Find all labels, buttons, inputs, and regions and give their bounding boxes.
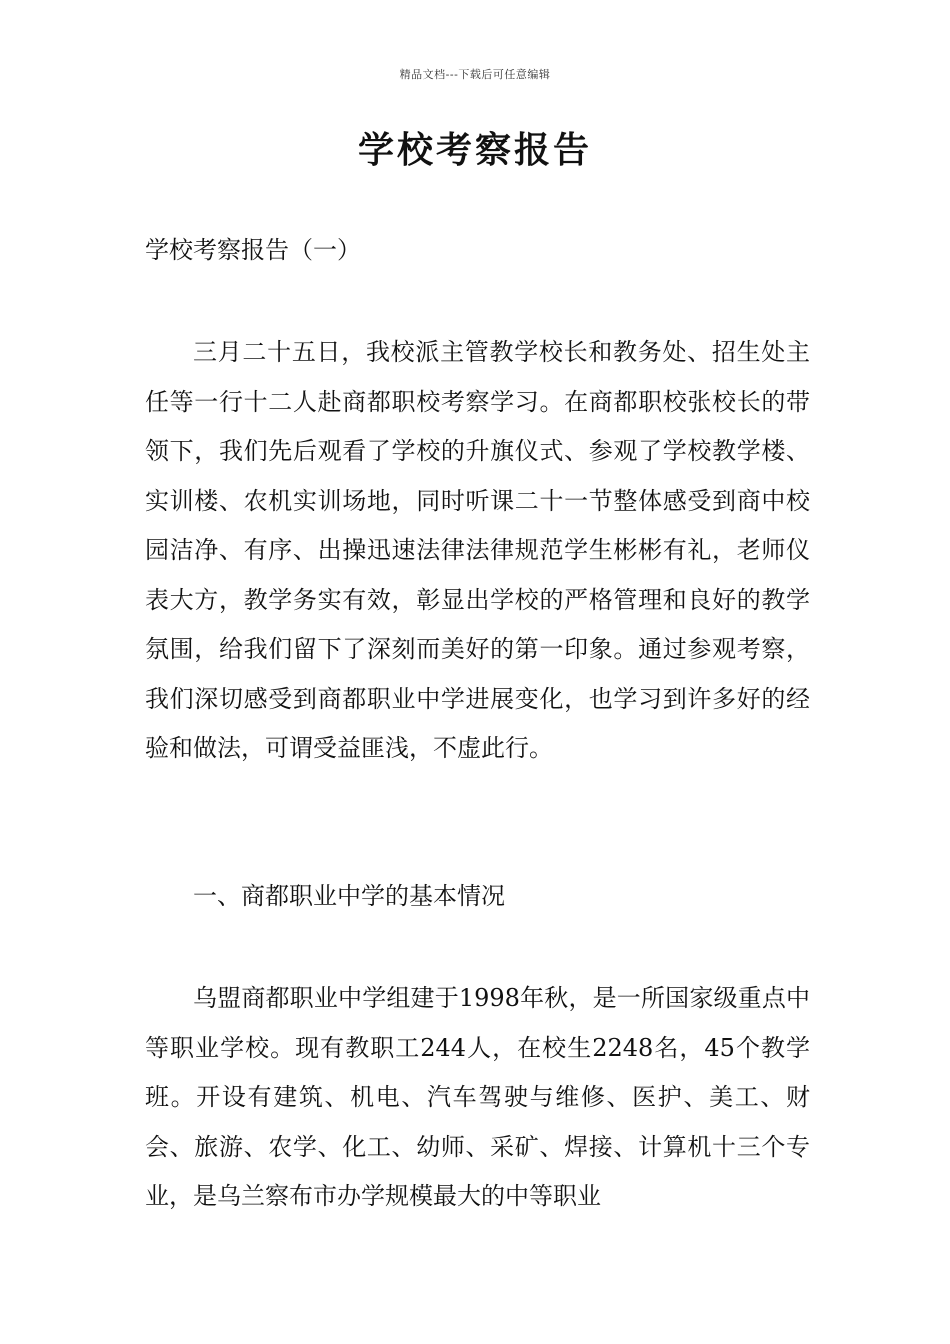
paragraph-basic-info: 乌盟商都职业中学组建于1998年秋，是一所国家级重点中等职业学校。现有教职工244人，在校生2248名，45个教学班。开设有建筑、机电、汽车驾驶与维修、医护、美工、财会、旅游、农学、化工、幼师、采矿、焊接、计算机十三个专业，是乌兰察布市办学规模最大的中等职业: [145, 984, 810, 1210]
document-subtitle: 学校考察报告（一）: [145, 236, 361, 264]
paragraph-intro: 三月二十五日，我校派主管教学校长和教务处、招生处主任等一行十二人赴商都职校考察学习。在商都职校张校长的带领下，我们先后观看了学校的升旗仪式、参观了学校教学楼、实训楼、农机实训场地，同时听课二十一节整体感受到商中校园洁净、有序、出操迅速法律法律规范学生彬彬有礼，老师仪表大方，教学务实有效，彰显出学校的严格管理和良好的教学氛围，给我们留下了深刻而美好的第一印象。通过参观考察，我们深切感受到商都职业中学进展变化，也学习到许多好的经验和做法，可谓受益匪浅，不虚此行。: [145, 338, 810, 762]
section-heading-basic-info: 一、商都职业中学的基本情况: [193, 882, 505, 910]
header-note: 精品文档---下载后可任意编辑: [399, 68, 551, 81]
document-title: 学校考察报告: [357, 129, 592, 171]
